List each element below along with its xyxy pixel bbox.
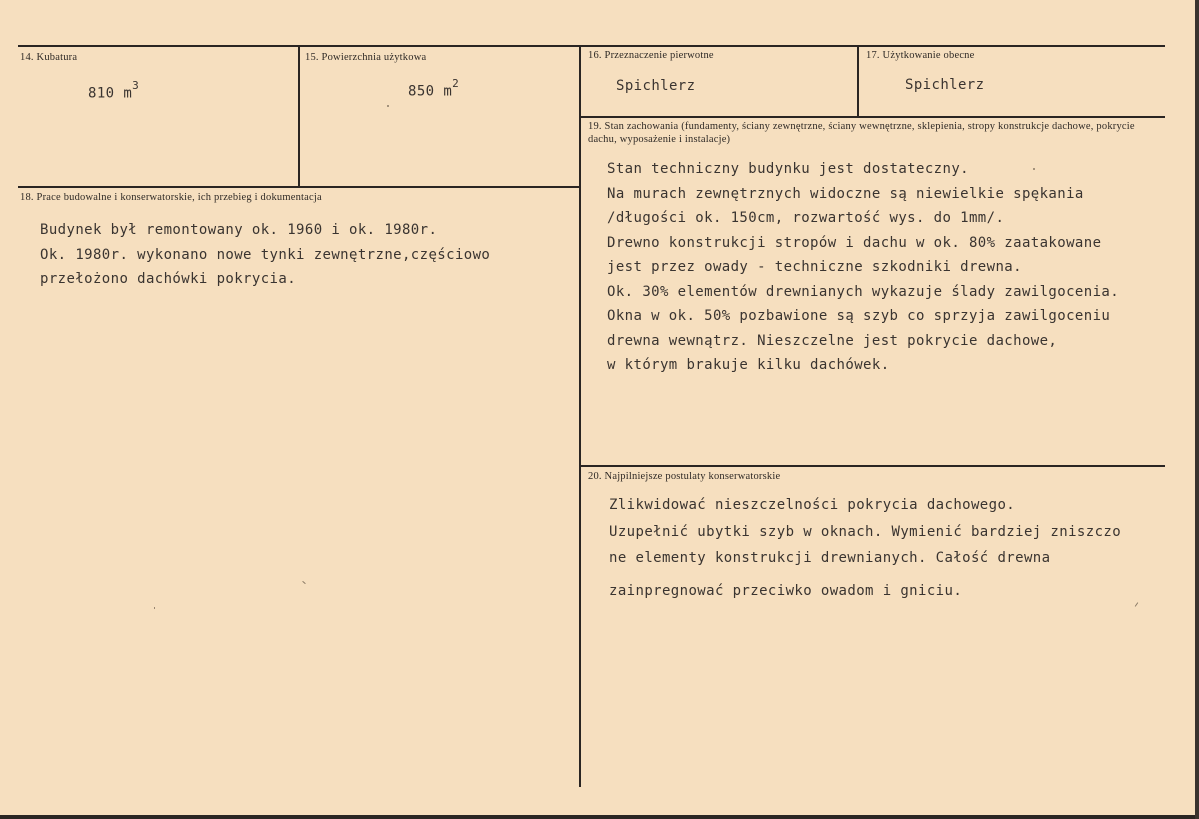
rule-above-18 <box>18 186 580 188</box>
area-unit-exponent: 2 <box>452 77 460 90</box>
rule-above-20 <box>580 465 1165 467</box>
field-20-label: 20. Najpilniejsze postulaty konserwatorskie <box>588 471 781 482</box>
text-line: Budynek był remontowany ok. 1960 i ok. 1980r. <box>40 222 438 238</box>
text-line: Ok. 1980r. wykonano nowe tynki zewnętrzne,częściowo <box>40 246 491 263</box>
field-18-text <box>40 218 490 292</box>
paper-speck <box>154 607 155 609</box>
field-15-value <box>408 77 460 100</box>
field-20-text <box>609 492 1121 604</box>
text-line: /długości ok. 150cm, rozwartość wys. do 1mm/. <box>607 210 1005 226</box>
field-16-label: 16. Przeznaczenie pierwotne <box>588 50 714 61</box>
cubature-value: 810 m <box>88 85 133 102</box>
field-14-label: 14. Kubatura <box>20 52 78 63</box>
field-15-label: 15. Powierzchnia użytkowa <box>305 52 427 63</box>
divider-16-17 <box>857 46 859 116</box>
text-line: Stan techniczny budynku jest dostateczny. <box>607 161 969 177</box>
text-line: drewna wewnątrz. Nieszczelne jest pokrycie dachowe, <box>607 332 1058 349</box>
text-line: zainpregnować przeciwko owadom i gniciu. <box>609 582 963 599</box>
text-line: ne elementy konstrukcji drewnianych. Całość drewna <box>609 550 1051 566</box>
text-line: Uzupełnić ubytki szyb w oknach. Wymienić bardziej zniszczo <box>609 523 1122 540</box>
text-line: Na murach zewnętrznych widoczne są niewielkie spękania <box>607 185 1084 202</box>
top-rule <box>18 45 1165 47</box>
divider-left-right <box>579 46 581 787</box>
text-line: przełożono dachówki pokrycia. <box>40 271 297 287</box>
field-19-text <box>607 157 1119 378</box>
paper-speck <box>302 581 306 584</box>
divider-14-15 <box>298 46 300 186</box>
text-line: jest przez owady - techniczne szkodniki drewna. <box>607 259 1022 275</box>
field-18-label: 18. Prace budowalne i konserwatorskie, ich przebieg i dokumentacja <box>20 192 322 203</box>
cubature-unit-exponent: 3 <box>132 79 140 92</box>
paper-speck <box>1033 168 1035 170</box>
card-bottom-edge <box>0 815 1199 819</box>
rule-above-19 <box>580 116 1165 118</box>
text-line: Ok. 30% elementów drewnianych wykazuje ślady zawilgocenia. <box>607 283 1120 300</box>
field-17-value: Spichlerz <box>905 77 985 93</box>
paper-speck <box>387 105 389 107</box>
field-16-value: Spichlerz <box>616 78 696 94</box>
text-line: Okna w ok. 50% pozbawione są szyb co sprzyja zawilgoceniu <box>607 308 1111 324</box>
field-14-value <box>88 79 140 102</box>
field-17-label: 17. Użytkowanie obecne <box>866 50 975 61</box>
text-line: Zlikwidować nieszczelności pokrycia dachowego. <box>609 497 1016 513</box>
text-line: Drewno konstrukcji stropów i dachu w ok. 80% zaatakowane <box>607 234 1102 251</box>
paper-speck <box>1135 602 1139 607</box>
field-19-label: 19. Stan zachowania (fundamenty, ściany zewnętrzne, ściany wewnętrzne, sklepienia, stropy konstrukcje dachowe, pokrycie dachu, wyposażenie i instalacje) <box>588 121 1135 145</box>
text-line: w którym brakuje kilku dachówek. <box>607 357 890 373</box>
area-value: 850 m <box>408 83 453 100</box>
card-right-edge <box>1195 0 1199 819</box>
